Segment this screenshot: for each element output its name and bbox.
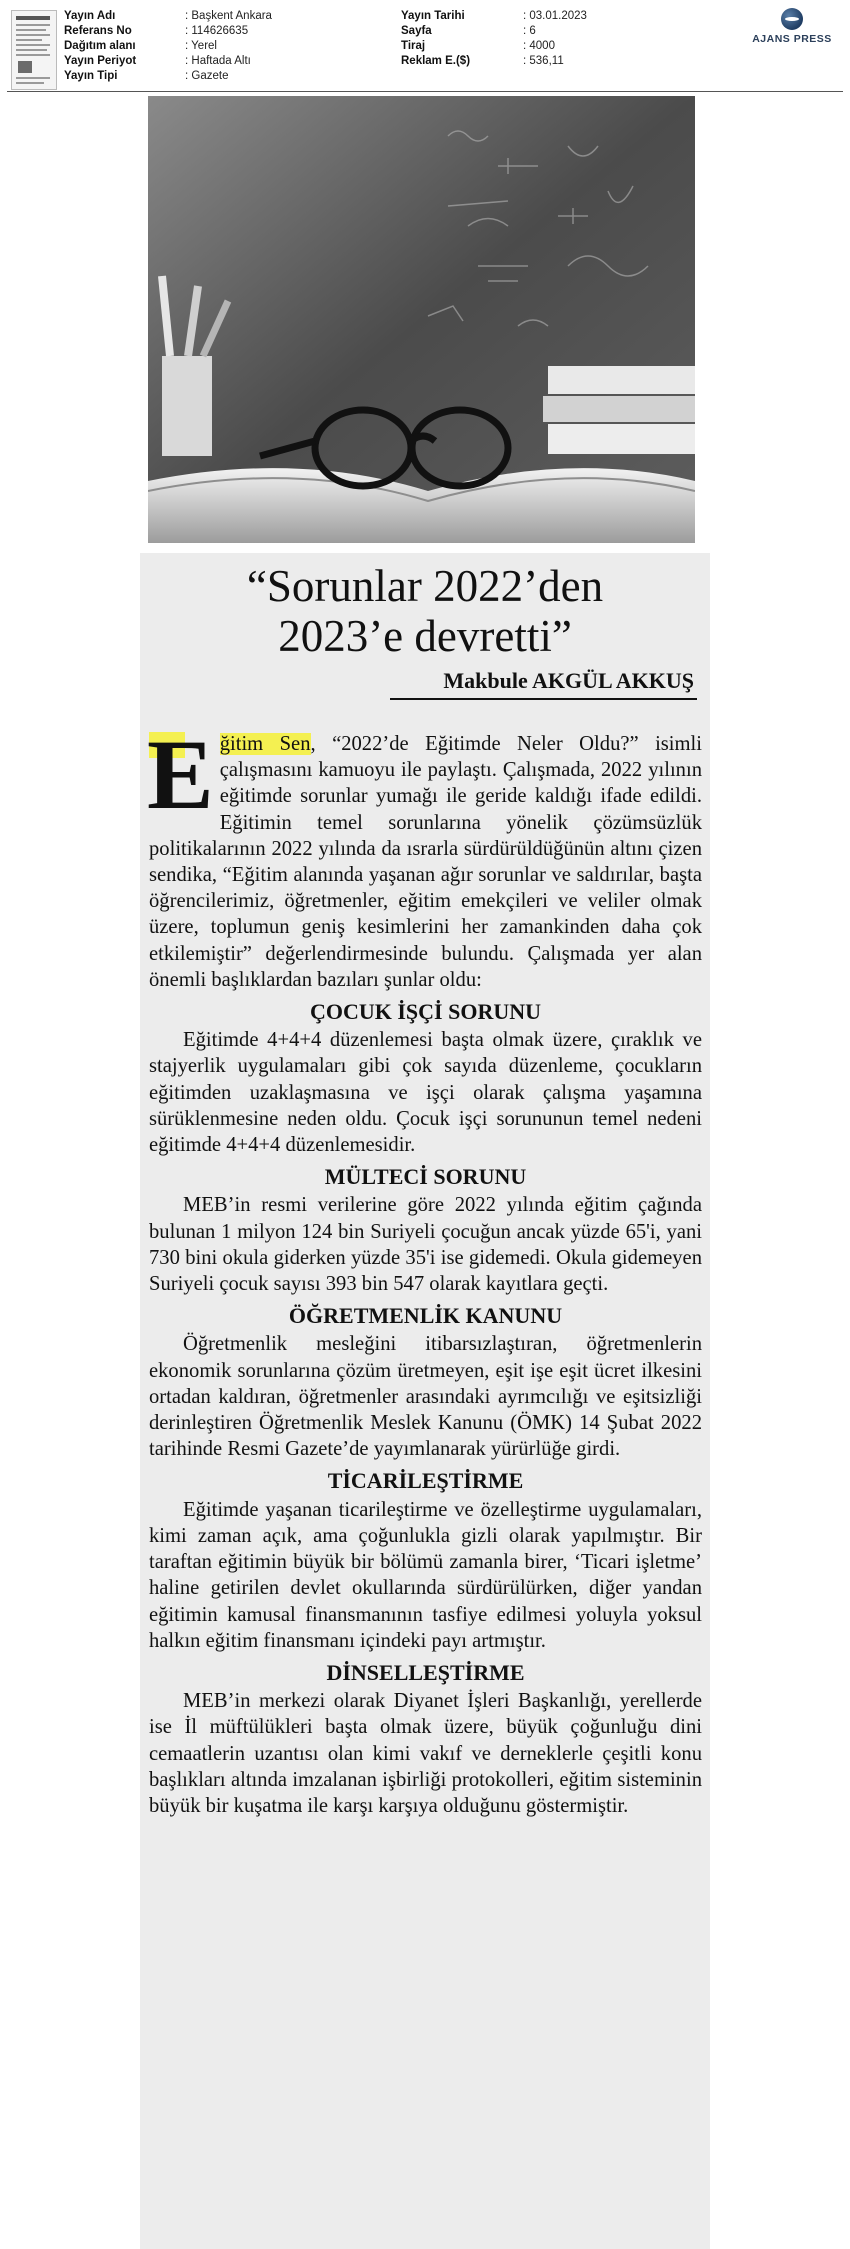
drop-cap: E: [147, 719, 214, 830]
ad-equivalent-label: Reklam E.($): [401, 55, 471, 67]
globe-icon: [781, 8, 803, 30]
publication-type-label: Yayın Tipi: [64, 70, 118, 82]
article-byline: Makbule AKGÜL AKKUŞ: [443, 668, 694, 693]
section-heading-child-labor: ÇOCUK İŞÇİ SORUNU: [309, 999, 542, 1025]
publication-date-value: : 03.01.2023: [523, 10, 587, 22]
article-clipping: [140, 553, 710, 2249]
section-text-religionization: MEB’in merkezi olarak Diyanet İşleri Başkanlığı, yerellerde ise İl müftülükleri başta olmak üzere, büyük çoğunluğu dini cemaatlerin uzantısı olan kimi vakıf ve derneklerle çeşitli konu başlıkları altında imzalanan işbirliği protokolleri, eğitim sisteminin büyük bir kuşatma ile karşı karşıya olduğunu göstermiştir.: [149, 1690, 702, 1817]
publication-type-value: : Gazete: [185, 70, 229, 82]
article-body: [147, 719, 702, 1819]
ad-equivalent-value: : 536,11: [523, 55, 564, 67]
header-divider: [7, 91, 843, 92]
publication-name-value: : Başkent Ankara: [185, 10, 272, 22]
section-heading-commercialization: TİCARİLEŞTİRME: [327, 1468, 524, 1494]
page-label: Sayfa: [401, 25, 432, 37]
reference-no-value: : 114626635: [185, 25, 249, 37]
section-text-refugee: MEB’in resmi verilerine göre 2022 yılında eğitim çağında bulunan 1 milyon 124 bin Suriyeli çocuğun ancak yüzde 65'i, yani 730 bini okula giderken yüzde 35'i ise gidemedi. Okula gidemeyen Suriyeli çocuk sayısı 393 bin 547 olarak kayıtlara geçti.: [149, 1194, 702, 1296]
intro-paragraph: [147, 719, 702, 993]
distribution-area-value: : Yerel: [185, 40, 217, 52]
newspaper-thumbnail[interactable]: [11, 10, 57, 90]
clipping-header: [0, 0, 850, 92]
section-heading-religionization: DİNSELLEŞTİRME: [326, 1659, 525, 1685]
section-heading-refugee: MÜLTECİ SORUNU: [324, 1164, 527, 1190]
reference-no-label: Referans No: [64, 25, 132, 37]
publication-name-label: Yayın Adı: [64, 10, 116, 22]
section-text-child-labor: Eğitimde 4+4+4 düzenlemesi başta olmak üzere, çıraklık ve stajyerlik uygulamaları gibi çok sayıda düzenleme, çocukların eğitimden uzaklaşmasına ve işçi olarak çalışma yaşamına sürüklenmesine neden oldu. Çocuk işçi sorununun temel nedeni eğitimde 4+4+4 düzenlemesidir.: [149, 1029, 702, 1157]
article-title-line-2: 2023’e devretti”: [278, 611, 572, 661]
metadata-left: [64, 9, 272, 84]
section-text-commercialization: Eğitimde yaşanan ticarileştirme ve özelleştirme uygulamaları, kimi zaman açık, ama çoğunlukla gizli olarak yapılmıştır. Bir taraftan eğitimin büyük bir bölümü zamanla birer, ‘Ticari işletme’ haline getirilen devlet okullarında sürdürülürken, diğer yandan eğitimin kamusal finansmanının tasfiye edilmesi yoluyla yoksul halkın eğitim finansmanı içindeki payı artmıştır.: [149, 1498, 702, 1652]
byline-underline: [390, 698, 697, 700]
distribution-area-label: Dağıtım alanı: [64, 40, 136, 52]
article-title-line-1: “Sorunlar 2022’den: [246, 561, 604, 611]
circulation-label: Tiraj: [401, 40, 426, 52]
intro-text: , “2022’de Eğitimde Neler Oldu?” isimli çalışmasını kamuoyu ile paylaştı. Çalışmada, 2022 yılının eğitimde sorunlar yumağı ile geride kaldığı ifade edildi. Eğitimin temel sorunlarına yönelik çözümsüzlük politikalarının 2022 yılında da ısrarla sürdürüldüğünün altını çizen sendika, “Eğitim alanında yaşanan ağır sorunlar ve saldırılar, başta öğrencilerimiz, öğretmenler, eğitim emekçileri ve veliler olmak üzere, toplumun geniş kesimlerini her zamankinden daha çok etkilemiştir” değerlendirmesinde bulundu. Çalışmada yer alan önemli başlıklardan bazıları şunlar oldu:: [149, 733, 702, 991]
circulation-value: : 4000: [523, 40, 555, 52]
article-photo: [148, 96, 695, 543]
metadata-right: [401, 9, 587, 69]
publication-period-value: : Haftada Altı: [185, 55, 251, 67]
article-title: [140, 561, 710, 661]
highlighted-keyword: ğitim Sen: [219, 733, 311, 755]
page-value: : 6: [523, 25, 536, 37]
publication-period-label: Yayın Periyot: [64, 55, 137, 67]
logo-text: AJANS PRESS: [752, 33, 832, 45]
section-heading-teaching-law: ÖĞRETMENLİK KANUNU: [288, 1303, 563, 1329]
section-text-teaching-law: Öğretmenlik mesleğini itibarsızlaştıran, öğretmenlerin ekonomik sorunlarına çözüm üretmeyen, eşit işe eşit ücret ilkesini ortadan kaldıran, öğretmenler arasındaki ayrımcılığı ve eşitsizliği derinleştiren Öğretmenlik Meslek Kanunu (ÖMK) 14 Şubat 2022 tarihinde Resmi Gazete’de yayımlanarak yürürlüğe girdi.: [149, 1333, 702, 1461]
publication-date-label: Yayın Tarihi: [401, 10, 465, 22]
ajans-press-logo[interactable]: [740, 8, 844, 52]
